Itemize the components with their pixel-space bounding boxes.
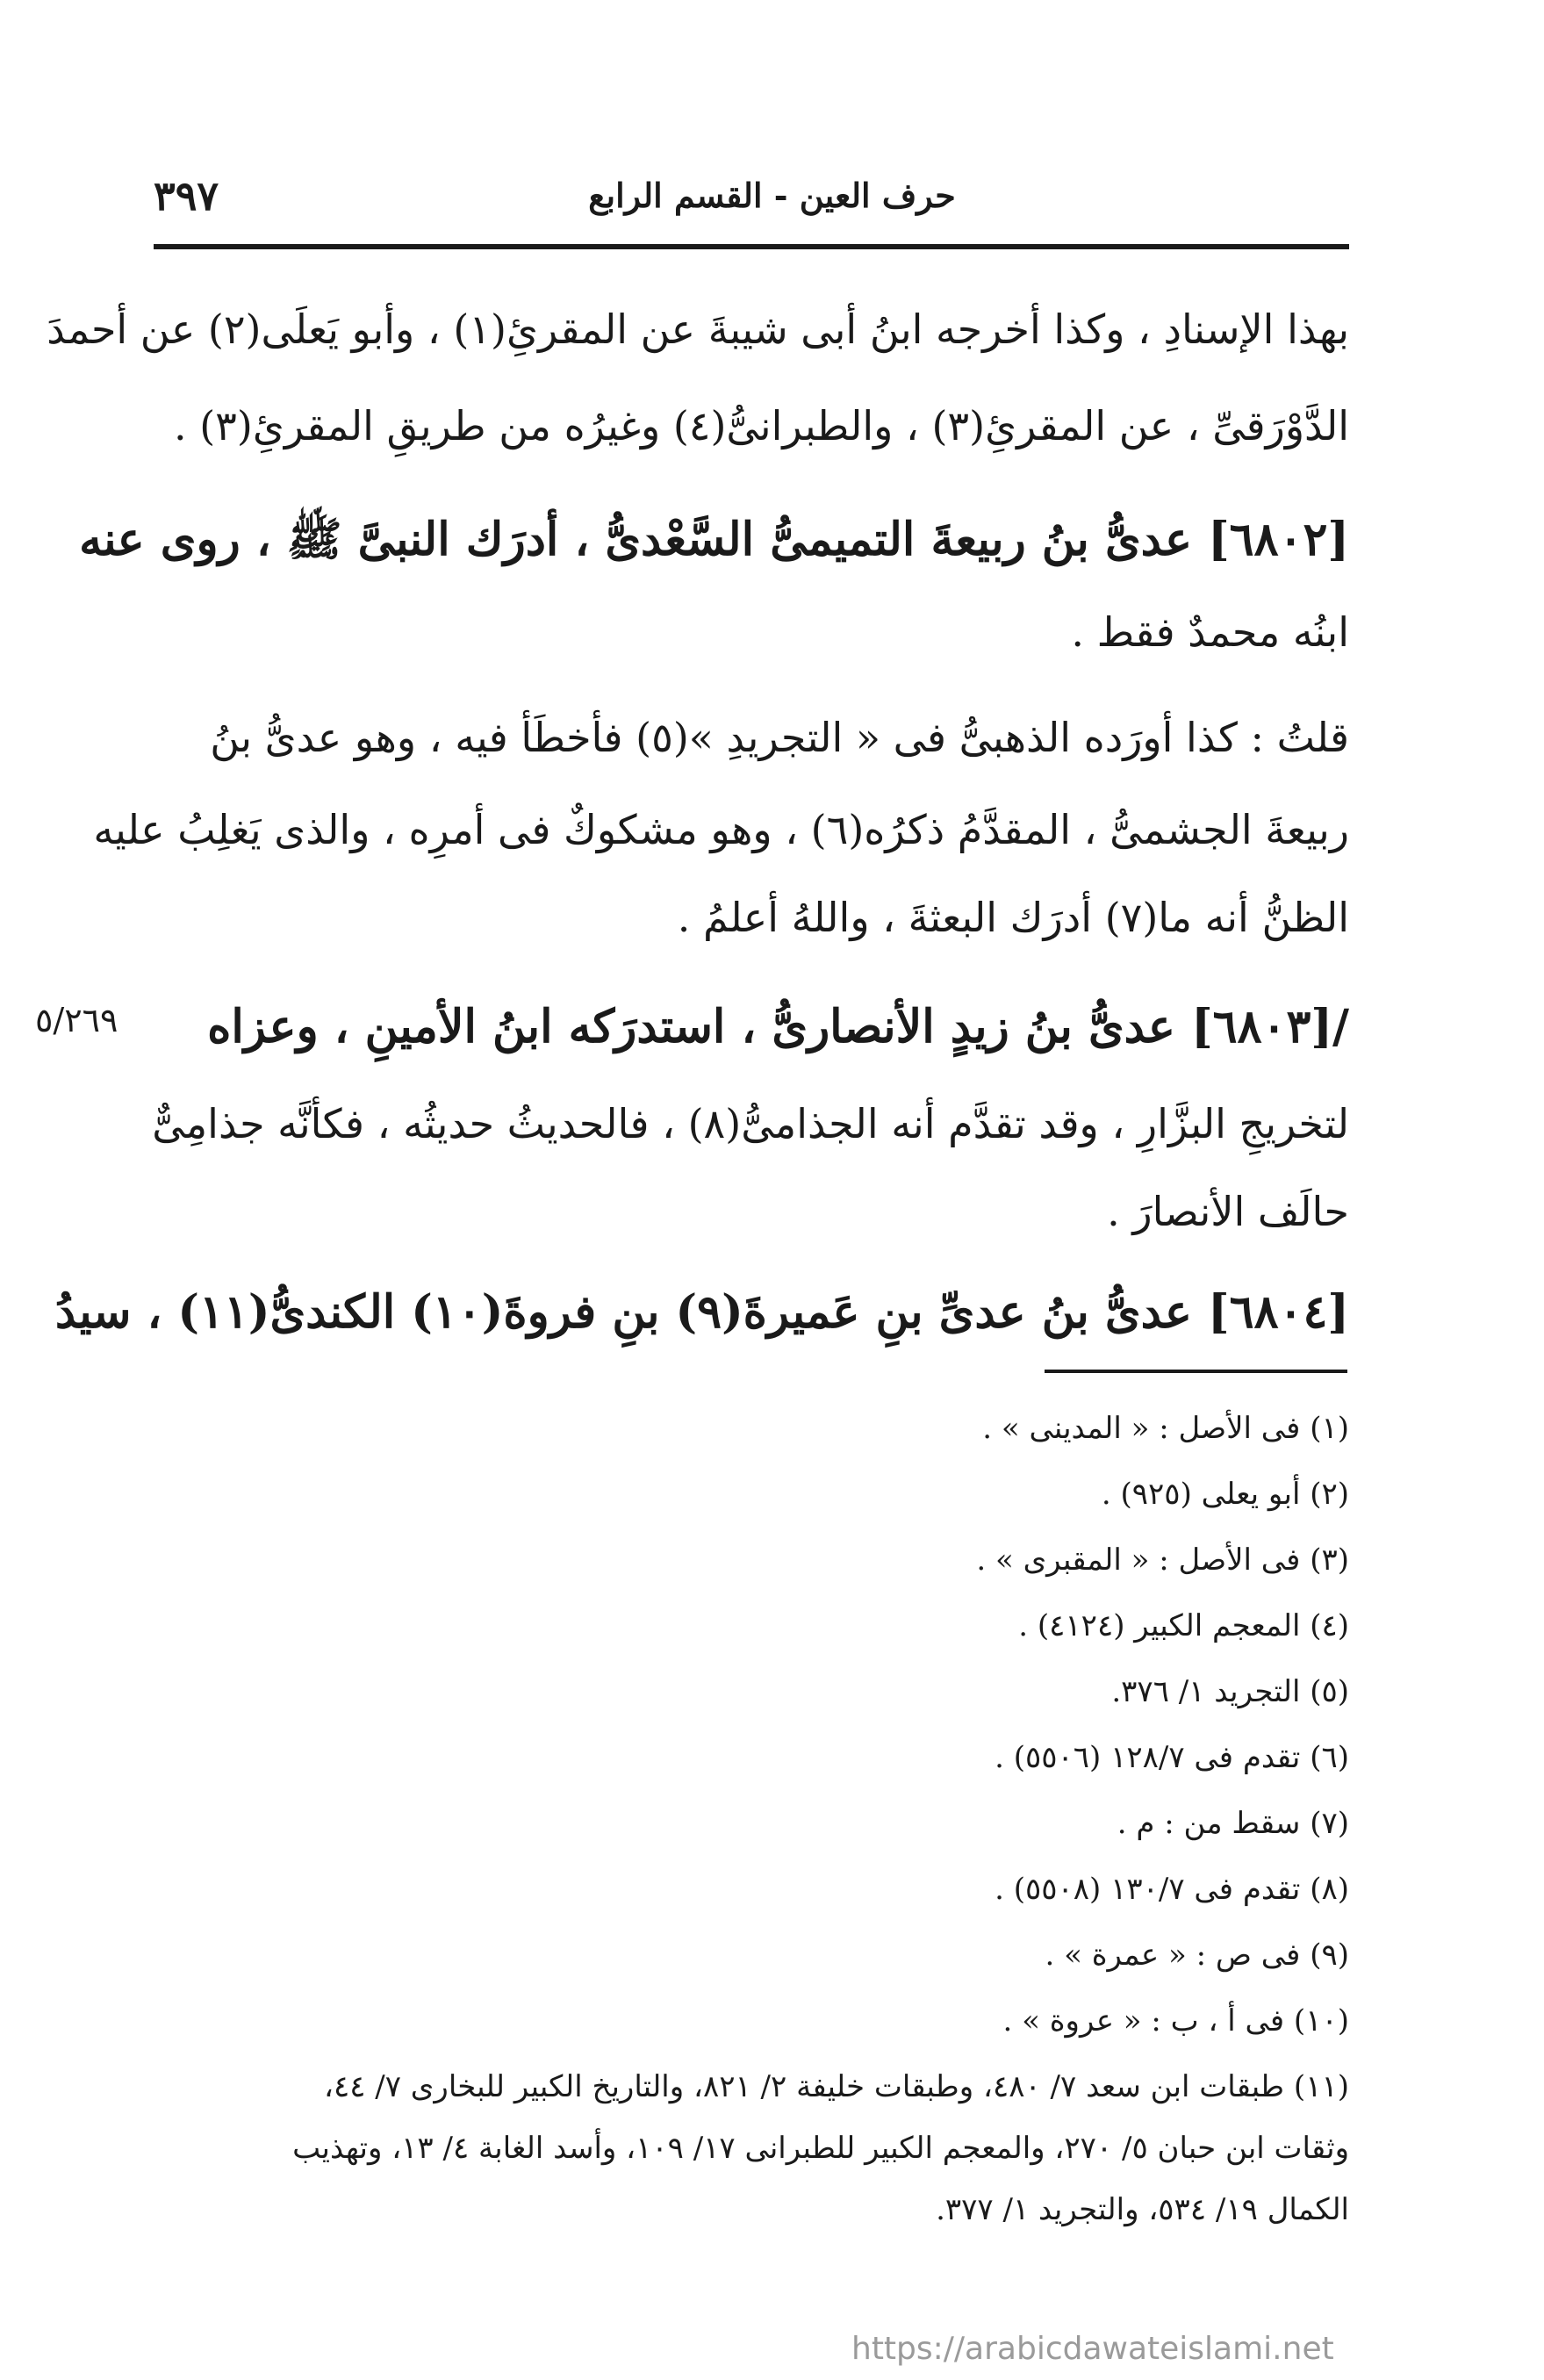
footnote-6: (٦) تقدم فى ١٢٨/٧ (٥٥٠٦) .: [995, 1740, 1349, 1775]
body-line-1: بهذا الإسنادِ ، وكذا أخرجه ابنُ أبى شيبةَ عن المقرئِ(١) ، وأبو يَعلَى(٢) عن أحمدَ: [47, 306, 1349, 353]
footnote-5: (٥) التجريد ١/ ٣٧٦.: [1111, 1674, 1349, 1709]
body-line-6: ربيعةَ الجشمىُّ ، المقدَّمُ ذكرُه(٦) ، وهو مشكوكٌ فى أمرِه ، والذى يَغلِبُ عليه: [93, 806, 1349, 853]
entry-6803-line: /[٦٨٠٣] عدىُّ بنُ زيدٍ الأنصارىُّ ، استدرَكه ابنُ الأمينِ ، وعزاه: [207, 1000, 1349, 1053]
body-line-2: الدَّوْرَقىِّ ، عن المقرئِ(٣) ، والطبرانىُّ(٤) وغيرُه من طريقِ المقرئِ(٣) .: [173, 402, 1349, 449]
body-line-9: لتخريجِ البزَّارِ ، وقد تقدَّم أنه الجذامىُّ(٨) ، فالحديثُ حديثُه ، فكأنَّه جذامِىٌّ: [152, 1100, 1349, 1147]
footnote-2: (٢) أبو يعلى (٩٢٥) .: [1101, 1477, 1349, 1512]
footnote-4: (٤) المعجم الكبير (٤١٢٤) .: [1018, 1608, 1349, 1643]
page-number: ٣٩٧: [154, 172, 219, 219]
header-rule: [154, 244, 1349, 249]
footnote-11-line-2: وثقات ابن حبان ٥/ ٢٧٠، والمعجم الكبير للطبرانى ١٧/ ١٠٩، وأسد الغابة ٤/ ١٣، وتهذيب: [292, 2131, 1349, 2166]
body-line-10: حالَف الأنصارَ .: [1107, 1188, 1349, 1235]
footnote-1: (١) فى الأصل : « المدينى » .: [982, 1411, 1349, 1446]
footnote-8: (٨) تقدم فى ١٣٠/٧ (٥٥٠٨) .: [995, 1872, 1349, 1907]
website-watermark: https://arabicdawateislami.net: [851, 2331, 1334, 2367]
running-title: حرف العين - القسم الرابع: [588, 176, 956, 215]
body-line-7: الظنُّ أنه ما(٧) أدرَك البعثةَ ، واللهُ أعلمُ .: [677, 894, 1349, 941]
footnote-3: (٣) فى الأصل : « المقبرى » .: [976, 1542, 1349, 1578]
entry-6804-line: [٦٨٠٤] عدىُّ بنُ عدىِّ بنِ عَميرةَ(٩) بنِ فروةَ(١٠) الكندىُّ(١١) ، سيدُ: [54, 1285, 1349, 1339]
footnote-7: (٧) سقط من : م .: [1117, 1806, 1349, 1841]
footnote-10: (١٠) فى أ ، ب : « عروة » .: [1002, 2003, 1349, 2038]
footnote-11-line-1: (١١) طبقات ابن سعد ٧/ ٤٨٠، وطبقات خليفة ٢/ ٨٢١، والتاريخ الكبير للبخارى ٧/ ٤٤،: [323, 2069, 1349, 2104]
footnote-rule: [1045, 1370, 1347, 1373]
footnote-9: (٩) فى ص : « عمرة » .: [1045, 1938, 1349, 1973]
footnote-11-line-3: الكمال ١٩/ ٥٣٤، والتجريد ١/ ٣٧٧.: [936, 2192, 1349, 2227]
entry-6802-line: [٦٨٠٢] عدىُّ بنُ ربيعةَ التميمىُّ السَّعْدىُّ ، أدرَك النبىَّ ﷺ ، روى عنه: [79, 513, 1349, 566]
margin-reference: ٥/٢٦٩: [35, 1001, 118, 1039]
body-line-4: ابنُه محمدٌ فقط .: [1071, 608, 1349, 656]
body-line-5: قلتُ : كذا أورَده الذهبىُّ فى « التجريدِ »(٥) فأخطَأ فيه ، وهو عدىُّ بنُ: [210, 714, 1349, 761]
